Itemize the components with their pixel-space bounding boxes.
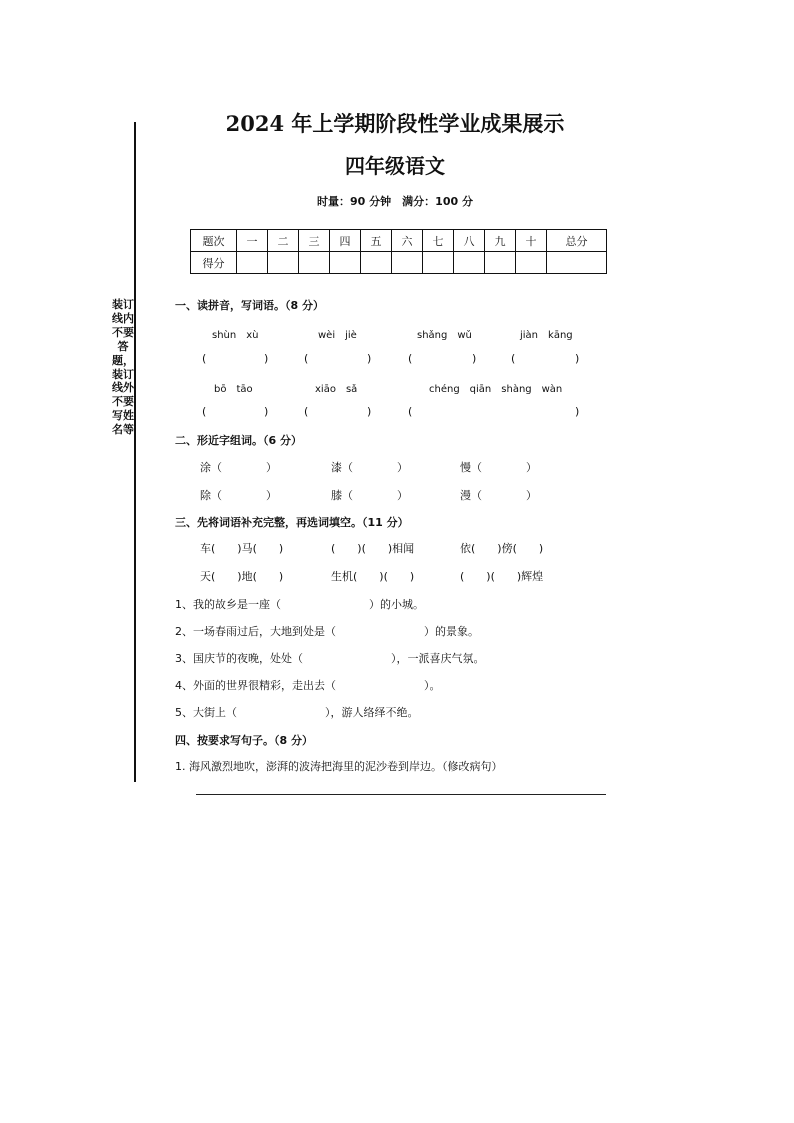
word-item: 漫（ ） — [460, 489, 537, 502]
answer-paren-close: ) — [575, 405, 580, 418]
word-item: ( )( )相闻 — [331, 542, 415, 555]
sentence-item: 4、外面的世界很精彩，走出去（ ）。 — [175, 679, 441, 692]
score-cell[interactable] — [392, 252, 423, 274]
page-subtitle: 四年级语文 — [345, 154, 445, 178]
score-cell[interactable] — [516, 252, 547, 274]
row-label: 得分 — [191, 252, 237, 274]
word-item: 漆（ ） — [331, 461, 408, 474]
word-item: 依( )傍( ) — [460, 542, 544, 555]
answer-paren-close: ) — [367, 405, 372, 418]
word-item: 生机( )( ) — [331, 570, 415, 583]
score-cell[interactable] — [330, 252, 361, 274]
score-table-header-row — [191, 230, 607, 252]
score-cell[interactable] — [454, 252, 485, 274]
sentence-item: 2、一场春雨过后，大地到处是（ ）的景象。 — [175, 625, 479, 638]
answer-paren-close: ) — [472, 352, 477, 365]
exam-meta: 时量：90 分钟 满分：100 分 — [317, 195, 473, 208]
score-table-score-row — [191, 252, 607, 274]
col-header: 总分 — [547, 230, 607, 252]
answer-paren-open: ( — [408, 352, 413, 365]
answer-paren-open: ( — [511, 352, 516, 365]
col-header: 六 — [392, 230, 423, 252]
sentence-item: 1、我的故乡是一座（ ）的小城。 — [175, 598, 424, 611]
section4-heading: 四、按要求写句子。（8 分） — [175, 734, 313, 747]
word-item: 车( )马( ) — [200, 542, 284, 555]
answer-paren-open: ( — [304, 405, 309, 418]
word-item: 天( )地( ) — [200, 570, 284, 583]
score-cell[interactable] — [299, 252, 330, 274]
binding-notice: 装订线内不要答题，装订线外不要写姓名等 — [112, 298, 134, 437]
answer-paren-close: ) — [367, 352, 372, 365]
word-item: 涂（ ） — [200, 461, 277, 474]
question-item: 1. 海风激烈地吹，澎湃的波涛把海里的泥沙卷到岸边。（修改病句） — [175, 760, 503, 773]
col-header: 八 — [454, 230, 485, 252]
answer-paren-close: ) — [264, 352, 269, 365]
score-cell[interactable] — [237, 252, 268, 274]
word-item: 慢（ ） — [460, 461, 537, 474]
score-cell[interactable] — [485, 252, 516, 274]
sentence-item: 5、大街上（ ），游人络绎不绝。 — [175, 706, 419, 719]
pinyin-item: wèi jiè — [318, 330, 357, 341]
answer-line[interactable] — [196, 794, 606, 795]
answer-paren-open: ( — [408, 405, 413, 418]
pinyin-item: bō tāo — [214, 384, 253, 395]
section1-heading: 一、读拼音，写词语。（8 分） — [175, 299, 324, 312]
row-label: 题次 — [191, 230, 237, 252]
col-header: 七 — [423, 230, 454, 252]
answer-paren-open: ( — [304, 352, 309, 365]
score-cell[interactable] — [361, 252, 392, 274]
answer-paren-open: ( — [202, 352, 207, 365]
pinyin-item: shǎng wǔ — [417, 330, 472, 341]
col-header: 四 — [330, 230, 361, 252]
col-header: 二 — [268, 230, 299, 252]
col-header: 三 — [299, 230, 330, 252]
answer-paren-open: ( — [202, 405, 207, 418]
col-header: 五 — [361, 230, 392, 252]
col-header: 十 — [516, 230, 547, 252]
answer-paren-close: ) — [264, 405, 269, 418]
pinyin-item: jiàn kāng — [520, 330, 573, 341]
word-item: 膝（ ） — [331, 489, 408, 502]
pinyin-item: xiāo sǎ — [315, 384, 358, 395]
score-table — [190, 229, 607, 274]
answer-paren-close: ) — [575, 352, 580, 365]
word-item: 除（ ） — [200, 489, 277, 502]
page-title: 2024 年上学期阶段性学业成果展示 — [225, 111, 565, 136]
score-cell[interactable] — [423, 252, 454, 274]
section3-heading: 三、先将词语补充完整，再选词填空。（11 分） — [175, 516, 409, 529]
col-header: 一 — [237, 230, 268, 252]
score-cell[interactable] — [547, 252, 607, 274]
score-cell[interactable] — [268, 252, 299, 274]
sentence-item: 3、国庆节的夜晚，处处（ ），一派喜庆气氛。 — [175, 652, 485, 665]
section2-heading: 二、形近字组词。（6 分） — [175, 434, 302, 447]
pinyin-item: chéng qiān shàng wàn — [429, 384, 563, 395]
col-header: 九 — [485, 230, 516, 252]
word-item: ( )( )辉煌 — [460, 570, 544, 583]
pinyin-item: shùn xù — [212, 330, 259, 341]
binding-line — [134, 122, 136, 782]
